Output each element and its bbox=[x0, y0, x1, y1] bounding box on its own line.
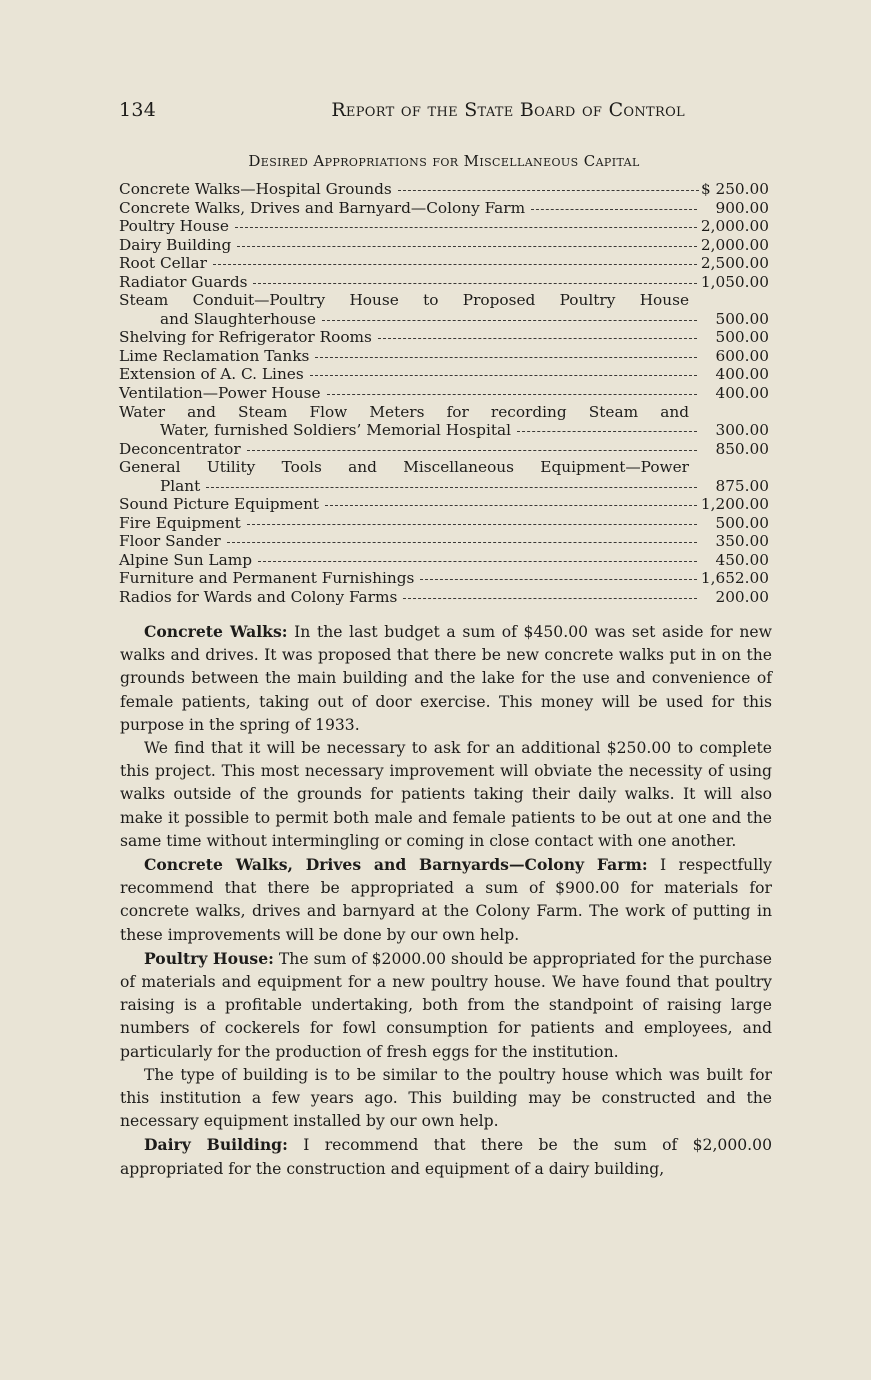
appropriation-item bbox=[119, 180, 769, 199]
body-text bbox=[120, 620, 772, 1181]
appropriation-item bbox=[119, 236, 769, 255]
dotted-leader bbox=[327, 393, 697, 395]
paragraph bbox=[120, 737, 772, 853]
appropriation-label: Sound Picture Equipment bbox=[119, 495, 320, 514]
appropriation-label: Radiator Guards bbox=[119, 272, 248, 291]
appropriation-item bbox=[119, 551, 769, 570]
paragraph bbox=[120, 1064, 772, 1134]
appropriation-amount: 350.00 bbox=[715, 532, 769, 551]
paragraph-text: In the last budget a sum of $450.00 was set aside for new walks and drives. It was proposed that there be new concrete walks put in on the grounds between the main building and the lake for the use and convenience of female patients, taking out of door exercise. This money will be used for this purpose in the spring of 1933. bbox=[120, 623, 772, 734]
paragraph-text: The type of building is to be similar to the poultry house which was built for this institution a few years ago. This building may be constructed and the necessary equipment installed by our own help. bbox=[120, 1065, 772, 1131]
appropriation-label: and Slaughterhouse bbox=[160, 309, 316, 328]
appropriation-amount: 1,200.00 bbox=[700, 495, 769, 514]
paragraph-text: I respectfully recommend that there be appropriated a sum of $900.00 for materials for concrete walks, drives and barnyard at the Colony Farm. The work of putting in these improvements will be done by our own help. bbox=[120, 856, 772, 944]
appropriation-item bbox=[119, 440, 769, 459]
appropriation-label: Plant bbox=[160, 476, 201, 495]
dotted-leader bbox=[517, 430, 697, 432]
appropriation-item-line1 bbox=[119, 458, 689, 477]
dotted-leader bbox=[403, 597, 697, 599]
appropriation-label: Dairy Building bbox=[119, 235, 232, 254]
appropriation-label: Concrete Walks, Drives and Barnyard—Colony Farm bbox=[119, 198, 526, 217]
paragraph-heading: Poultry House: bbox=[144, 948, 274, 968]
dotted-leader bbox=[213, 263, 697, 265]
appropriation-label: Ventilation—Power House bbox=[119, 384, 321, 403]
paragraph-text: I recommend that there be the sum of $2,000.00 appropriated for the construction and equipment of a dairy building, bbox=[120, 1136, 772, 1178]
paragraph-text: We find that it will be necessary to ask for an additional $250.00 to complete this project. This most necessary improvement will obviate the necessity of using walks outside of the grounds for patients taking their daily walks. It will also make it possible to permit both male and female patients to be out at one and the same time without intermingling or coming in close contact with one another. bbox=[120, 739, 772, 850]
appropriation-item bbox=[119, 273, 769, 292]
appropriation-amount: 1,652.00 bbox=[700, 569, 769, 588]
appropriation-amount: 875.00 bbox=[715, 476, 769, 495]
appropriation-amount: 2,000.00 bbox=[700, 235, 769, 254]
dotted-leader bbox=[247, 449, 697, 451]
appropriation-item bbox=[119, 588, 769, 607]
appropriation-item bbox=[119, 217, 769, 236]
appropriation-amount: 900.00 bbox=[715, 198, 769, 217]
running-title: Report of the State Board of Control bbox=[331, 99, 685, 121]
appropriation-item bbox=[119, 310, 769, 329]
appropriation-label: Shelving for Refrigerator Rooms bbox=[119, 328, 372, 347]
paragraph-heading: Concrete Walks, Drives and Barnyards—Colony Farm: bbox=[144, 855, 648, 875]
appropriation-item bbox=[119, 421, 769, 440]
appropriation-label: Water, furnished Soldiers’ Memorial Hospital bbox=[160, 421, 512, 440]
appropriation-amount: 200.00 bbox=[715, 588, 769, 607]
appropriation-item-line1 bbox=[119, 291, 689, 310]
dotted-leader bbox=[322, 319, 697, 321]
dotted-leader bbox=[378, 337, 697, 339]
dotted-leader bbox=[258, 560, 697, 562]
appropriation-label: Extension of A. C. Lines bbox=[119, 365, 304, 384]
dotted-leader bbox=[420, 578, 697, 580]
appropriation-amount: 500.00 bbox=[715, 328, 769, 347]
appropriation-label: Furniture and Permanent Furnishings bbox=[119, 569, 415, 588]
appropriation-amount: 600.00 bbox=[715, 346, 769, 365]
dotted-leader bbox=[398, 189, 699, 191]
appropriation-amount: 300.00 bbox=[715, 421, 769, 440]
paragraph bbox=[120, 853, 772, 947]
appropriation-amount: 250.00 bbox=[715, 180, 769, 198]
paragraph bbox=[120, 620, 772, 737]
appropriation-item bbox=[119, 384, 769, 403]
appropriation-item bbox=[119, 514, 769, 533]
appropriation-amount: 850.00 bbox=[715, 439, 769, 458]
appropriation-label: Lime Reclamation Tanks bbox=[119, 346, 310, 365]
page-number: 134 bbox=[119, 99, 157, 121]
appropriation-amount: 2,000.00 bbox=[700, 217, 769, 236]
paragraph bbox=[120, 1133, 772, 1180]
paragraph bbox=[120, 947, 772, 1064]
dotted-leader bbox=[235, 226, 697, 228]
appropriation-amount: 2,500.00 bbox=[700, 254, 769, 273]
appropriation-item bbox=[119, 477, 769, 496]
appropriation-label: Poultry House bbox=[119, 217, 229, 236]
dotted-leader bbox=[237, 245, 697, 247]
dotted-leader bbox=[531, 208, 697, 210]
paragraph-heading: Dairy Building: bbox=[144, 1135, 288, 1155]
appropriation-label-line1: General Utility Tools and Miscellaneous Equipment—Power bbox=[119, 458, 689, 477]
appropriation-item bbox=[119, 532, 769, 551]
appropriation-item bbox=[119, 328, 769, 347]
appropriation-label-line1: Steam Conduit—Poultry House to Proposed Poultry House bbox=[119, 291, 689, 310]
appropriation-amount: 400.00 bbox=[715, 365, 769, 384]
appropriation-item bbox=[119, 347, 769, 366]
appropriation-item bbox=[119, 365, 769, 384]
dollar-sign: $ bbox=[701, 180, 711, 198]
dotted-leader bbox=[206, 486, 697, 488]
appropriation-amount: 450.00 bbox=[715, 550, 769, 569]
appropriation-label: Radios for Wards and Colony Farms bbox=[119, 588, 398, 607]
appropriation-label-line1: Water and Steam Flow Meters for recording Steam and bbox=[119, 402, 689, 421]
paragraph-heading: Concrete Walks: bbox=[144, 622, 288, 641]
appropriation-label: Concrete Walks—Hospital Grounds bbox=[119, 180, 392, 198]
dotted-leader bbox=[325, 504, 697, 506]
appropriation-item-line1 bbox=[119, 403, 689, 422]
appropriation-label: Root Cellar bbox=[119, 254, 207, 273]
appropriation-amount: 1,050.00 bbox=[700, 272, 769, 291]
dotted-leader bbox=[310, 374, 697, 376]
paragraph-text: The sum of $2000.00 should be appropriated for the purchase of materials and equipment for a new poultry house. We have found that poultry raising is a profitable undertaking, both from the standpoint of raising large numbers of cockerels for fowl consumption for patients and employees, and particularly for the production of fresh eggs for the institution. bbox=[120, 949, 773, 1061]
appropriation-amount: 500.00 bbox=[715, 513, 769, 532]
dotted-leader bbox=[227, 541, 697, 543]
appropriation-item bbox=[119, 569, 769, 588]
appropriation-item bbox=[119, 199, 769, 218]
page-header bbox=[119, 99, 685, 121]
appropriation-item bbox=[119, 495, 769, 514]
dotted-leader bbox=[253, 282, 696, 284]
appropriation-item bbox=[119, 254, 769, 273]
dotted-leader bbox=[315, 356, 697, 358]
dotted-leader bbox=[247, 523, 697, 525]
appropriation-label: Deconcentrator bbox=[119, 439, 241, 458]
appropriations-table bbox=[119, 180, 769, 607]
appropriation-amount: 500.00 bbox=[715, 309, 769, 328]
appropriation-amount: 400.00 bbox=[715, 384, 769, 403]
appropriation-label: Fire Equipment bbox=[119, 513, 241, 532]
appropriation-label: Floor Sander bbox=[119, 532, 221, 551]
section-title: Desired Appropriations for Miscellaneous Capital bbox=[248, 152, 640, 170]
appropriation-label: Alpine Sun Lamp bbox=[119, 550, 253, 569]
